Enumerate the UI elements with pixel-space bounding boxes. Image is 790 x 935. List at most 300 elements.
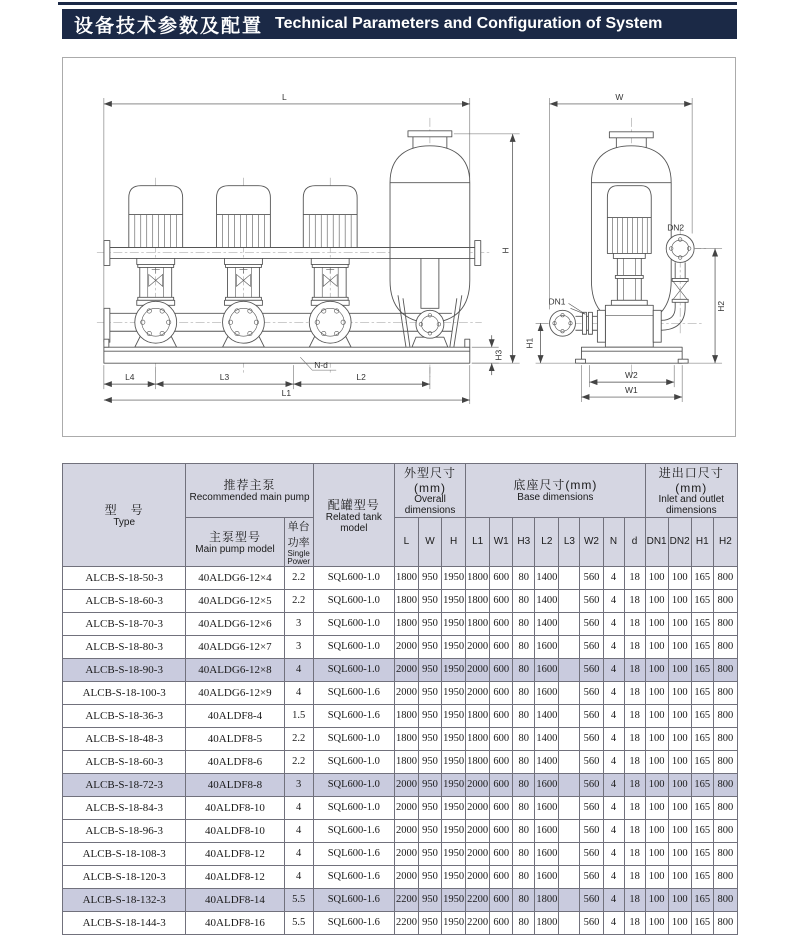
dim-cell: 1950 (442, 705, 466, 728)
dim-cell: 1600 (535, 866, 559, 889)
dim-cell: 950 (418, 682, 441, 705)
type-header-zh: 型 号 (104, 503, 144, 518)
table-row (63, 751, 738, 774)
dim-cell: 1600 (535, 659, 559, 682)
dim-cell: 2000 (466, 636, 490, 659)
type-cell: ALCB-S-18-60-3 (63, 590, 186, 613)
dim-cell: 18 (624, 659, 645, 682)
dim-cell: 600 (490, 567, 513, 590)
dim-label-h3: H3 (493, 349, 504, 361)
dim-cell: 950 (418, 659, 441, 682)
dim-cell: 165 (691, 820, 713, 843)
dim-cell: 165 (691, 705, 713, 728)
dim-cell: 18 (624, 774, 645, 797)
type-cell: ALCB-S-18-144-3 (63, 912, 186, 935)
dim-cell: 100 (668, 889, 691, 912)
col-header-w: W (418, 517, 441, 567)
power-cell: 4 (284, 843, 313, 866)
dim-cell: 4 (603, 613, 624, 636)
dn2-label: DN2 (667, 222, 685, 233)
dim-cell: 100 (645, 613, 668, 636)
table-row (63, 912, 738, 935)
dim-cell: 800 (713, 797, 737, 820)
dim-cell: 1400 (535, 728, 559, 751)
pump-unit (303, 186, 357, 348)
dim-cell: 2000 (394, 682, 418, 705)
dim-label-h: H (500, 247, 511, 254)
dim-cell: 4 (603, 682, 624, 705)
dim-cell: 80 (513, 751, 535, 774)
col-group-overall-dimensions (394, 464, 465, 518)
dim-cell (559, 866, 580, 889)
table-row (63, 728, 738, 751)
dim-cell: 2000 (466, 659, 490, 682)
dim-cell: 600 (490, 889, 513, 912)
dim-cell: 560 (580, 590, 603, 613)
dim-cell: 800 (713, 866, 737, 889)
dim-cell: 100 (645, 636, 668, 659)
type-cell: ALCB-S-18-50-3 (63, 567, 186, 590)
dim-cell: 165 (691, 682, 713, 705)
dim-cell: 950 (418, 728, 441, 751)
dim-cell: 560 (580, 705, 603, 728)
table-row (63, 567, 738, 590)
dim-cell: 1950 (442, 590, 466, 613)
type-cell: ALCB-S-18-72-3 (63, 774, 186, 797)
dim-cell: 100 (645, 705, 668, 728)
dim-cell: 100 (645, 659, 668, 682)
dim-cell: 100 (668, 797, 691, 820)
dim-cell: 560 (580, 820, 603, 843)
dim-cell: 2000 (466, 774, 490, 797)
dim-cell: 80 (513, 797, 535, 820)
dim-cell: 165 (691, 659, 713, 682)
dim-cell: 80 (513, 866, 535, 889)
col-header-h: H (442, 517, 466, 567)
dim-cell: 600 (490, 705, 513, 728)
dim-cell: 800 (713, 843, 737, 866)
pump-group-en: Recommended main pump (189, 492, 310, 504)
dim-cell: 18 (624, 567, 645, 590)
type-cell: ALCB-S-18-90-3 (63, 659, 186, 682)
table-row (63, 774, 738, 797)
power-cell: 4 (284, 866, 313, 889)
dim-cell: 4 (603, 820, 624, 843)
pump-model-cell: 40ALDG6-12×7 (186, 636, 284, 659)
base-header-zh: 底座尺寸(mm) (513, 478, 598, 493)
parameters-table (62, 463, 738, 935)
dim-cell: 950 (418, 613, 441, 636)
dim-cell: 800 (713, 820, 737, 843)
type-cell: ALCB-S-18-96-3 (63, 820, 186, 843)
dim-cell: 80 (513, 705, 535, 728)
dim-cell: 2000 (394, 843, 418, 866)
dim-cell: 800 (713, 659, 737, 682)
dim-cell (559, 705, 580, 728)
dim-label-w2: W2 (624, 370, 638, 381)
dim-cell: 950 (418, 705, 441, 728)
pump-model-cell: 40ALDF8-16 (186, 912, 284, 935)
dim-cell: 165 (691, 912, 713, 935)
dim-cell: 950 (418, 912, 441, 935)
table-row (63, 866, 738, 889)
dim-cell: 80 (513, 659, 535, 682)
dim-cell: 80 (513, 613, 535, 636)
col-header-l: L (394, 517, 418, 567)
dim-cell: 1600 (535, 843, 559, 866)
dim-cell: 165 (691, 728, 713, 751)
power-cell: 2.2 (284, 751, 313, 774)
dim-cell: 560 (580, 912, 603, 935)
dim-cell: 1600 (535, 682, 559, 705)
dim-cell: 100 (668, 728, 691, 751)
overall-header-zh: 外型尺寸(mm) (404, 466, 457, 495)
dim-cell: 2200 (466, 889, 490, 912)
dim-cell: 165 (691, 590, 713, 613)
dim-cell: 100 (668, 820, 691, 843)
dim-cell: 18 (624, 590, 645, 613)
col-header-w2: W2 (580, 517, 603, 567)
dim-cell: 100 (668, 613, 691, 636)
dim-cell: 2200 (394, 889, 418, 912)
dim-cell: 4 (603, 636, 624, 659)
dim-cell: 1800 (466, 705, 490, 728)
technical-drawing (62, 57, 736, 437)
table-row (63, 636, 738, 659)
dim-cell: 800 (713, 682, 737, 705)
dim-cell: 800 (713, 567, 737, 590)
pump-model-cell: 40ALDG6-12×4 (186, 567, 284, 590)
dim-cell (559, 728, 580, 751)
dim-cell: 950 (418, 751, 441, 774)
dim-cell: 18 (624, 797, 645, 820)
dim-cell: 100 (668, 567, 691, 590)
dim-cell: 4 (603, 590, 624, 613)
pump-model-cell: 40ALDF8-4 (186, 705, 284, 728)
pump-unit (129, 186, 183, 348)
pump-model-cell: 40ALDG6-12×8 (186, 659, 284, 682)
dim-cell: 18 (624, 866, 645, 889)
tank-model-cell: SQL600-1.0 (313, 774, 394, 797)
dim-cell: 18 (624, 728, 645, 751)
col-header-l2: L2 (535, 517, 559, 567)
dim-cell: 1800 (535, 912, 559, 935)
type-cell: ALCB-S-18-70-3 (63, 613, 186, 636)
col-header-h2: H2 (713, 517, 737, 567)
dim-cell: 600 (490, 751, 513, 774)
dim-cell: 100 (668, 843, 691, 866)
dim-cell: 1400 (535, 613, 559, 636)
dim-cell: 4 (603, 843, 624, 866)
dim-cell: 4 (603, 705, 624, 728)
type-cell: ALCB-S-18-120-3 (63, 866, 186, 889)
dim-cell: 1600 (535, 774, 559, 797)
dim-cell: 1600 (535, 636, 559, 659)
dim-cell: 1400 (535, 567, 559, 590)
dim-cell: 100 (645, 682, 668, 705)
dim-cell: 18 (624, 889, 645, 912)
dim-cell: 100 (645, 567, 668, 590)
dim-cell: 2000 (394, 774, 418, 797)
dim-cell: 600 (490, 820, 513, 843)
dim-cell: 1950 (442, 682, 466, 705)
dim-cell: 165 (691, 567, 713, 590)
side-view (525, 92, 726, 402)
dim-label-l2: L2 (356, 372, 366, 383)
dim-cell: 18 (624, 751, 645, 774)
pump-model-cell: 40ALDG6-12×6 (186, 613, 284, 636)
dim-cell: 1800 (394, 567, 418, 590)
col-header-w1: W1 (490, 517, 513, 567)
tank-model-cell: SQL600-1.0 (313, 728, 394, 751)
dim-cell: 1800 (466, 613, 490, 636)
table-row (63, 613, 738, 636)
tank-model-cell: SQL600-1.6 (313, 843, 394, 866)
power-cell: 4 (284, 682, 313, 705)
page-title-zh: 设备技术参数及配置 (74, 15, 264, 37)
dim-cell: 1950 (442, 613, 466, 636)
pump-model-cell: 40ALDF8-14 (186, 889, 284, 912)
tank-model-cell: SQL600-1.6 (313, 705, 394, 728)
dim-cell: 950 (418, 843, 441, 866)
table-row (63, 820, 738, 843)
dim-cell: 1950 (442, 751, 466, 774)
dim-label-l3: L3 (219, 372, 230, 383)
dim-cell: 1950 (442, 866, 466, 889)
dim-cell (559, 820, 580, 843)
dim-cell: 1950 (442, 728, 466, 751)
col-group-inlet-outlet-dimensions (645, 464, 737, 518)
dim-cell (559, 682, 580, 705)
dim-cell: 100 (668, 705, 691, 728)
dim-cell: 800 (713, 774, 737, 797)
dim-cell: 80 (513, 774, 535, 797)
dim-cell: 2000 (394, 659, 418, 682)
power-cell: 4 (284, 659, 313, 682)
pump-model-header-en: Main pump model (195, 544, 275, 556)
power-header-en: Single Power (287, 548, 310, 566)
dim-label-h2: H2 (716, 300, 727, 312)
dim-cell: 100 (645, 912, 668, 935)
inlet-header-en: Inlet and outlet dimensions (658, 494, 725, 516)
pump-model-cell: 40ALDF8-8 (186, 774, 284, 797)
dim-cell: 80 (513, 728, 535, 751)
dim-cell: 1800 (394, 590, 418, 613)
dim-cell: 600 (490, 590, 513, 613)
dim-cell: 560 (580, 774, 603, 797)
col-header-main-pump-model (186, 517, 284, 567)
dim-cell: 600 (490, 774, 513, 797)
tank-model-cell: SQL600-1.0 (313, 751, 394, 774)
dim-cell: 100 (668, 774, 691, 797)
power-cell: 4 (284, 820, 313, 843)
col-header-l3: L3 (559, 517, 580, 567)
tank-model-cell: SQL600-1.6 (313, 682, 394, 705)
dim-cell: 100 (668, 659, 691, 682)
dim-cell: 560 (580, 567, 603, 590)
dim-cell: 100 (668, 590, 691, 613)
dim-cell: 600 (490, 843, 513, 866)
dim-cell: 1800 (466, 590, 490, 613)
dim-cell: 560 (580, 728, 603, 751)
tank-model-cell: SQL600-1.6 (313, 820, 394, 843)
pump-group-zh: 推荐主泵 (223, 478, 276, 493)
dim-cell: 100 (668, 636, 691, 659)
dim-cell: 560 (580, 613, 603, 636)
pump-model-cell: 40ALDF8-10 (186, 820, 284, 843)
dim-cell: 4 (603, 567, 624, 590)
dim-cell: 800 (713, 636, 737, 659)
col-header-tank-model (313, 464, 394, 567)
type-cell: ALCB-S-18-100-3 (63, 682, 186, 705)
dim-cell: 800 (713, 590, 737, 613)
col-group-recommended-pump (186, 464, 313, 518)
dim-label-l4: L4 (125, 372, 135, 383)
tank-model-cell: SQL600-1.0 (313, 659, 394, 682)
dim-cell: 800 (713, 728, 737, 751)
col-header-l1: L1 (466, 517, 490, 567)
table-row (63, 590, 738, 613)
dim-cell (559, 567, 580, 590)
col-header-h3: H3 (513, 517, 535, 567)
dim-cell: 4 (603, 889, 624, 912)
dim-cell: 1950 (442, 820, 466, 843)
col-header-dn2: DN2 (668, 517, 691, 567)
power-cell: 2.2 (284, 590, 313, 613)
power-cell: 5.5 (284, 912, 313, 935)
type-cell: ALCB-S-18-80-3 (63, 636, 186, 659)
dim-cell: 800 (713, 705, 737, 728)
power-header-zh: 单台功率 (287, 520, 310, 549)
tank-header-en: Related tank model (325, 511, 382, 534)
nd-callout: N-d (314, 360, 328, 371)
dim-cell: 2000 (394, 636, 418, 659)
table-row (63, 843, 738, 866)
dim-cell: 165 (691, 889, 713, 912)
table-row (63, 889, 738, 912)
dim-cell: 2000 (466, 820, 490, 843)
dim-cell: 1950 (442, 636, 466, 659)
dim-label-w1: W1 (624, 385, 638, 396)
dim-cell: 1800 (466, 567, 490, 590)
dim-label-h1: H1 (524, 337, 535, 349)
dim-cell: 600 (490, 659, 513, 682)
power-cell: 1.5 (284, 705, 313, 728)
col-header-h1: H1 (691, 517, 713, 567)
page-title-en: Technical Parameters and Configuration of System (275, 15, 663, 32)
dim-cell (559, 613, 580, 636)
dim-cell: 600 (490, 866, 513, 889)
dim-cell: 2000 (394, 866, 418, 889)
power-cell: 3 (284, 613, 313, 636)
type-cell: ALCB-S-18-48-3 (63, 728, 186, 751)
dim-cell (559, 659, 580, 682)
dim-cell: 18 (624, 820, 645, 843)
dim-cell: 165 (691, 751, 713, 774)
table-row (63, 797, 738, 820)
parameters-table-wrap (62, 463, 738, 935)
dim-cell: 2000 (394, 797, 418, 820)
dim-cell: 18 (624, 613, 645, 636)
pump-model-cell: 40ALDF8-12 (186, 866, 284, 889)
col-group-base-dimensions (466, 464, 645, 518)
col-header-d: d (624, 517, 645, 567)
pump-model-cell: 40ALDF8-6 (186, 751, 284, 774)
power-cell: 2.2 (284, 567, 313, 590)
dim-cell: 950 (418, 866, 441, 889)
dim-cell: 4 (603, 659, 624, 682)
dim-cell: 18 (624, 843, 645, 866)
tank-model-cell: SQL600-1.0 (313, 567, 394, 590)
tank-header-zh: 配罐型号 (327, 497, 380, 512)
dim-cell: 800 (713, 613, 737, 636)
dim-cell: 1950 (442, 889, 466, 912)
power-cell: 5.5 (284, 889, 313, 912)
tank-model-cell: SQL600-1.0 (313, 590, 394, 613)
dim-cell: 80 (513, 567, 535, 590)
dim-label-l1: L1 (281, 388, 292, 399)
dim-cell: 2000 (394, 820, 418, 843)
dim-cell: 165 (691, 866, 713, 889)
dim-cell: 560 (580, 866, 603, 889)
tank-model-cell: SQL600-1.0 (313, 636, 394, 659)
dim-cell: 18 (624, 682, 645, 705)
dim-cell: 4 (603, 728, 624, 751)
dim-cell: 1800 (466, 728, 490, 751)
top-rule (58, 2, 737, 5)
dim-cell: 2200 (394, 912, 418, 935)
dim-label-w: W (615, 91, 624, 102)
dim-cell: 1800 (394, 751, 418, 774)
type-cell: ALCB-S-18-108-3 (63, 843, 186, 866)
dim-cell (559, 797, 580, 820)
dim-cell: 100 (645, 820, 668, 843)
dim-cell (559, 590, 580, 613)
dim-cell: 950 (418, 774, 441, 797)
tank-model-cell: SQL600-1.6 (313, 866, 394, 889)
dim-cell: 1800 (394, 613, 418, 636)
dim-cell: 2000 (466, 797, 490, 820)
dim-cell: 560 (580, 797, 603, 820)
dim-cell: 600 (490, 912, 513, 935)
dim-cell: 560 (580, 889, 603, 912)
tank-model-cell: SQL600-1.6 (313, 889, 394, 912)
dim-cell: 18 (624, 636, 645, 659)
tank-model-cell: SQL600-1.0 (313, 797, 394, 820)
table-row (63, 705, 738, 728)
dim-cell: 1950 (442, 774, 466, 797)
dim-cell: 165 (691, 843, 713, 866)
type-cell: ALCB-S-18-84-3 (63, 797, 186, 820)
dim-cell: 1800 (394, 728, 418, 751)
dim-cell: 1400 (535, 590, 559, 613)
dim-cell: 950 (418, 590, 441, 613)
type-header-en: Type (113, 517, 136, 529)
dim-cell: 600 (490, 797, 513, 820)
dim-cell: 100 (645, 843, 668, 866)
col-header-dn1: DN1 (645, 517, 668, 567)
dim-cell: 2200 (466, 912, 490, 935)
dim-cell: 80 (513, 682, 535, 705)
dim-cell: 600 (490, 682, 513, 705)
dim-cell: 2000 (466, 682, 490, 705)
dim-cell: 80 (513, 590, 535, 613)
dim-cell: 4 (603, 866, 624, 889)
dim-cell (559, 889, 580, 912)
type-cell: ALCB-S-18-36-3 (63, 705, 186, 728)
dim-cell: 4 (603, 751, 624, 774)
dim-cell: 560 (580, 659, 603, 682)
